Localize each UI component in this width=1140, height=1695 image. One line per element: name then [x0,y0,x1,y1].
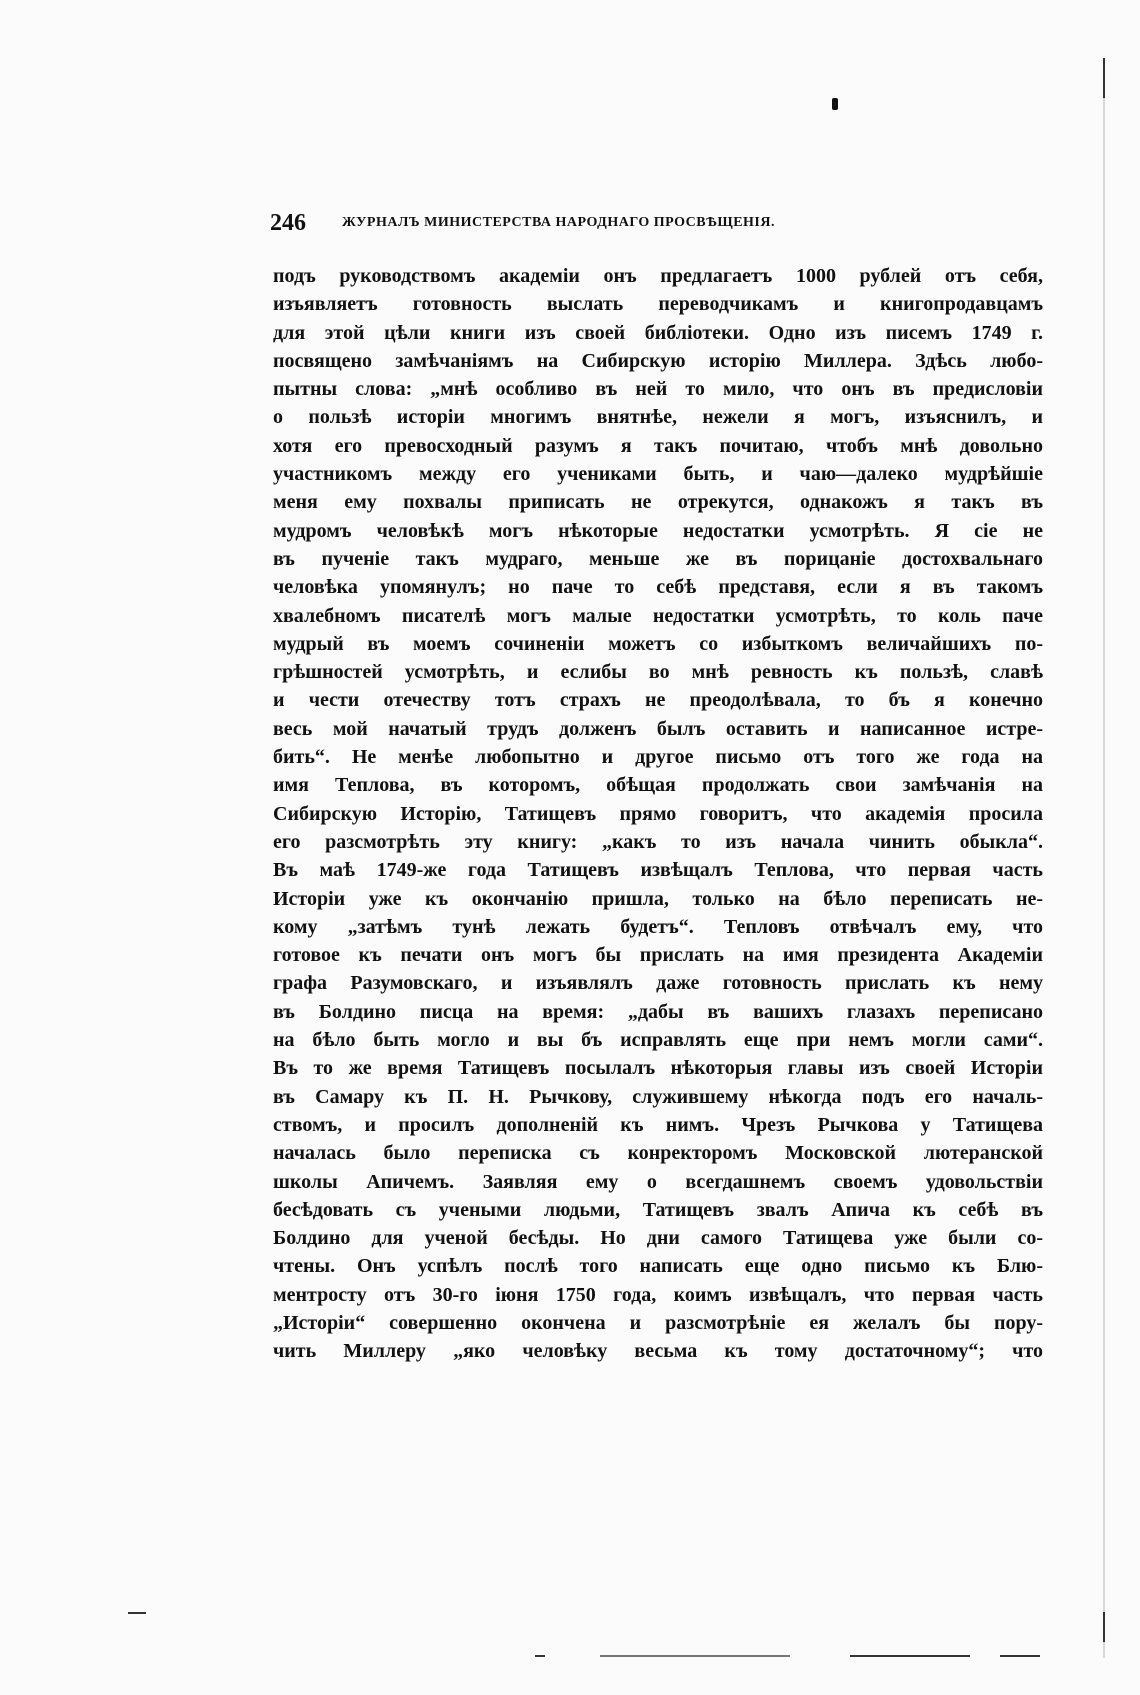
text-line: кому „затѣмъ тунѣ лежать будетъ“. Тепловъ отвѣчалъ ему, что [273,915,1043,938]
text-line: для этой цѣли книги изъ своей библіотеки. Одно изъ писемъ 1749 г. [273,321,1043,344]
text-line: ментросту отъ 30-го іюня 1750 года, коимъ извѣщалъ, что первая часть [273,1283,1043,1306]
text-line: бить“. Не менѣе любопытно и другое письмо отъ того же года на [273,746,1043,769]
text-line: о пользѣ исторіи многимъ внятнѣе, нежели я могъ, изъяснилъ, и [273,406,1043,429]
text-line: меня ему похвалы приписать не отрекутся, однакожъ я такъ въ [273,491,1043,514]
page-edge-mark-top [1103,58,1105,98]
margin-mark [128,1612,146,1614]
text-line: изъявляетъ готовность выслать переводчикамъ и книгопродавцамъ [273,293,1043,316]
running-title: ЖУРНАЛЪ МИНИСТЕРСТВА НАРОДНАГО ПРОСВѢЩЕНІЯ. [342,215,775,230]
text-line: ствомъ, и просилъ дополненій къ нимъ. Чрезъ Рычкова у Татищева [273,1113,1043,1136]
text-line: мудромъ человѣкѣ могъ нѣкоторые недостатки усмотрѣть. Я сіе не [273,519,1043,542]
bottom-scan-mark [535,1655,545,1657]
text-line: его разсмотрѣть эту книгу: „какъ то изъ начала чинить обыкла“. [273,830,1043,853]
text-line: имя Теплова, въ которомъ, обѣщая продолжать свои замѣчанія на [273,774,1043,797]
page-number: 246 [270,210,306,236]
text-line: въ Самару къ П. Н. Рычкову, служившему нѣкогда подъ его началь- [273,1085,1043,1108]
text-line: Сибирскую Исторію, Татищевъ прямо говоритъ, что академія просила [273,802,1043,825]
text-line: мудрый въ моемъ сочиненіи можетъ со избыткомъ величайшихъ по- [273,632,1043,655]
text-line: школы Апичемъ. Заявляя ему о всегдашнемъ своемъ удовольствіи [273,1170,1043,1193]
text-line: Исторіи уже къ окончанію пришла, только на бѣло переписать не- [273,887,1043,910]
text-line: Въ маѣ 1749-же года Татищевъ извѣщалъ Теплова, что первая часть [273,859,1043,882]
bottom-scan-mark [1000,1655,1040,1657]
text-line: въ пученіе такъ мудраго, меньше же въ порицаніе достохвальнаго [273,547,1043,570]
text-line: и чести отечеству тотъ страхъ не преодолѣвала, то бъ я конечно [273,689,1043,712]
text-line: въ Болдино писца на время: „дабы въ вашихъ глазахъ переписано [273,1000,1043,1023]
text-line: пытны слова: „мнѣ особливо въ ней то мило, что онъ въ предисловіи [273,378,1043,401]
text-line: весь мой начатый трудъ долженъ былъ оставить и написанное истре- [273,717,1043,740]
ink-speck [832,98,838,110]
text-line: готовое къ печати онъ могъ бы прислать на имя президента Академіи [273,944,1043,967]
text-line: посвящено замѣчаніямъ на Сибирскую исторію Миллера. Здѣсь любо- [273,349,1043,372]
text-line: на бѣло быть могло и вы бъ исправлять еще при немъ могли сами“. [273,1029,1043,1052]
page-header [270,210,1040,240]
text-line: Болдино для ученой бесѣды. Но дни самого Татищева уже были со- [273,1227,1043,1250]
page-edge-line [1103,58,1105,1658]
text-line: графа Разумовскаго, и изъявлялъ даже готовность прислать къ нему [273,972,1043,995]
text-line: началась было переписка съ конректоромъ Московской лютеранской [273,1142,1043,1165]
text-line: подъ руководствомъ академіи онъ предлагаетъ 1000 рублей отъ себя, [273,265,1043,287]
text-line: „Исторіи“ совершенно окончена и разсмотрѣніе ея желалъ бы пору- [273,1311,1043,1334]
text-line: хотя его превосходный разумъ я такъ почитаю, чтобъ мнѣ довольно [273,434,1043,457]
text-line: участникомъ между его учениками быть, и чаю—далеко мудрѣйшіе [273,463,1043,486]
text-line: грѣшностей усмотрѣть, и еслибы во мнѣ ревность къ пользѣ, славѣ [273,661,1043,684]
text-line: человѣка упомянулъ; но паче то себѣ представя, если я въ такомъ [273,576,1043,599]
bottom-scan-mark [850,1655,970,1657]
text-line: чить Миллеру „яко человѣку весьма къ тому достаточному“; что [273,1340,1043,1363]
text-line: чтены. Онъ успѣлъ послѣ того написать еще одно письмо къ Блю- [273,1255,1043,1278]
text-line: Въ то же время Татищевъ посылалъ нѣкоторыя главы изъ своей Исторіи [273,1057,1043,1080]
bottom-scan-mark [600,1655,790,1657]
text-line: бесѣдовать съ учеными людьми, Татищевъ звалъ Апича къ себѣ въ [273,1198,1043,1221]
body-text [273,262,1043,1366]
text-line: хвалебномъ писателѣ могъ малые недостатки усмотрѣть, то коль паче [273,604,1043,627]
page-edge-mark-bottom [1103,1612,1105,1642]
